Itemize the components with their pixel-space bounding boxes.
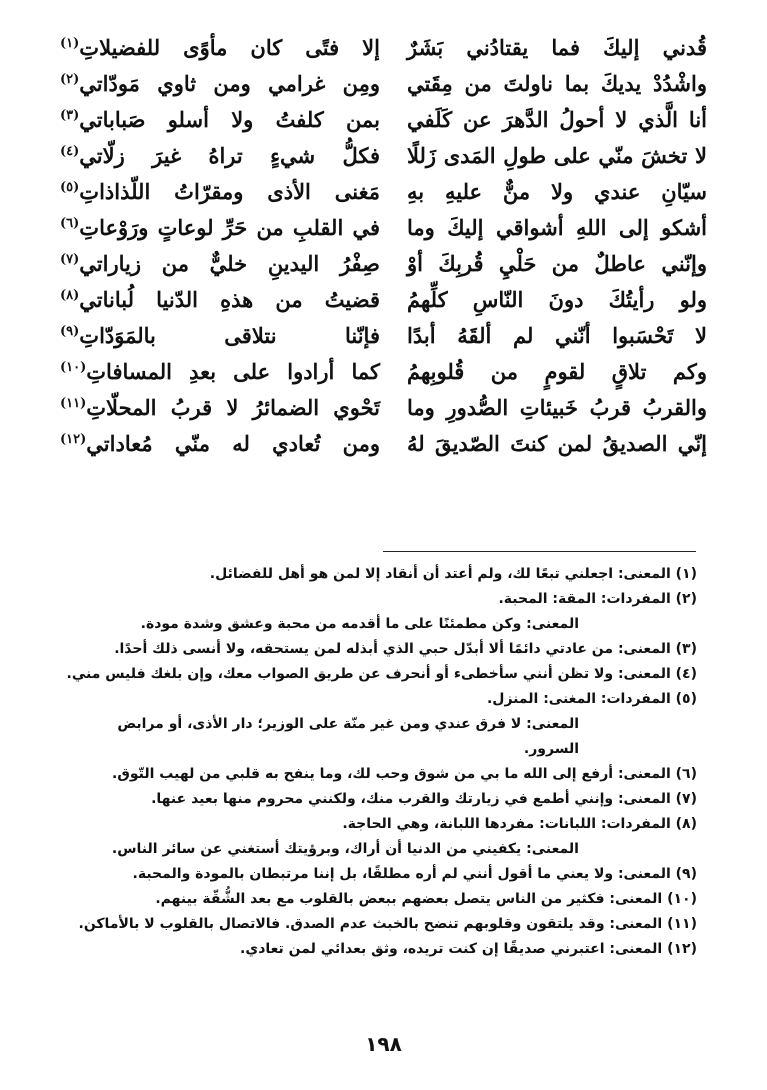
verse-line	[60, 102, 707, 138]
poem-block	[60, 30, 707, 462]
verse-second-hemistich	[60, 174, 380, 210]
hemistich-text: ومِن غرامي ومن ثاوي مَودّاتي	[79, 71, 380, 96]
verse-first-hemistich: والقربُ قربُ خَبيئاتِ الصُّدورِ وما	[407, 395, 707, 420]
verse-line	[60, 210, 707, 246]
verse-first-hemistich: لا تَحْسَبوا أنّني لم ألقَهُ أبدًا	[407, 323, 707, 348]
verse-line	[60, 282, 707, 318]
footnote-line: (٢) المفردات: المقة: المحبة.	[498, 591, 697, 607]
verse-first-hemistich: أشكو إلى اللهِ أشواقي إليكَ وما	[407, 215, 707, 240]
hemistich-text: بمن كلفتُ ولا أسلو صَباباتي	[79, 107, 380, 132]
verse-line	[60, 318, 707, 354]
footnote-marker: (٨)	[60, 288, 80, 303]
verse-first-hemistich: ولو رأيتُكَ دونَ النّاسِ كلِّهمُ	[407, 287, 707, 312]
footnote-line: (٤) المعنى: ولا تظن أنني سأخطىء أو أنحرف عن طريق الصواب معك، وإن بلغك فليس مني.	[66, 666, 697, 682]
hemistich-text: فإنّنا نتلاقى بالمَوَدّاتِ	[79, 323, 380, 348]
footnote-line: (٣) المعنى: من عادتي دائمًا ألا أبدّل حبي الذي أبذله لمن يستحقه، ولا أنسى ذلك أحدًا.	[114, 641, 697, 657]
verse-line	[60, 174, 707, 210]
footnote-marker: (٥)	[60, 180, 80, 195]
footnote-line: (٩) المعنى: ولا يعني ما أقول أنني لم أره مطلقًا، بل إننا مرتبطان بالمودة والمحبة.	[132, 866, 697, 882]
footnote-separator	[383, 551, 696, 552]
hemistich-text: إلا فتًى كان مأوًى للفضيلاتِ	[79, 35, 380, 60]
verse-second-hemistich	[60, 138, 380, 174]
footnote-marker: (٩)	[60, 324, 80, 339]
footnote-line: (١٢) المعنى: اعتبرني صديقًا إن كنت تريده، وثق بعدائي لمن تعادي.	[240, 941, 697, 957]
verse-second-hemistich	[60, 390, 380, 426]
hemistich-text: مَغنى الأذى ومقرّاتُ اللّذاذاتِ	[79, 179, 380, 204]
verse-first-hemistich: وإنّني عاطلٌ من حَلْيِ قُربِكَ أوْ	[407, 251, 707, 276]
page-number: ١٩٨	[365, 1032, 402, 1056]
footnote-marker: (٤)	[60, 144, 80, 159]
verse-second-hemistich	[60, 246, 380, 282]
verse-first-hemistich: إنّي الصديقُ لمن كنتَ الصّديقَ لهُ	[407, 431, 707, 456]
verse-second-hemistich	[60, 210, 380, 246]
verse-second-hemistich	[60, 426, 380, 462]
verse-first-hemistich: واشْدُدْ يديكَ بما ناولتَ من مِقَتي	[407, 71, 707, 96]
verse-line	[60, 30, 707, 66]
verse-second-hemistich	[60, 282, 380, 318]
verse-first-hemistich: سيّانِ عندي ولا منٌّ عليهِ بهِ	[407, 179, 707, 204]
hemistich-text: صِفْرُ اليدينِ خليٌّ من زياراتي	[79, 251, 380, 276]
hemistich-text: كما أرادوا على بعدِ المسافاتِ	[86, 359, 380, 384]
hemistich-text: ومن تُعادي له منّي مُعاداتي	[86, 431, 380, 456]
verse-second-hemistich	[60, 66, 380, 102]
verse-first-hemistich: لا تخشَ منّي على طولِ المَدى زَللًا	[407, 143, 707, 168]
footnote-marker: (٧)	[60, 252, 80, 267]
verse-second-hemistich	[60, 354, 380, 390]
hemistich-text: في القلبِ من حَرِّ لوعاتٍ ورَوْعاتِ	[79, 215, 380, 240]
hemistich-text: تَحْوي الضمائرُ لا قربُ المحلّاتِ	[86, 395, 380, 420]
footnote-line: (١١) المعنى: وقد يلتقون وقلوبهم تنضح بالخبث عدم الصدق. فالاتصال بالقلوب لا بالأماكن.	[78, 916, 697, 932]
verse-line	[60, 390, 707, 426]
footnote-marker: (١١)	[60, 396, 87, 411]
verse-second-hemistich	[60, 30, 380, 66]
footnote-line: المعنى: يكفيني من الدنيا أن أراك، وبرؤيتك أستغني عن سائر الناس.	[111, 841, 579, 857]
footnote-marker: (٦)	[60, 216, 80, 231]
verse-first-hemistich: أنا الَّذي لا أحولُ الدَّهرَ عن كَلَفي	[407, 107, 707, 132]
footnote-marker: (١٠)	[60, 360, 87, 375]
footnote-line: (١٠) المعنى: فكثير من الناس يتصل بعضهم ببعض بالقلوب مع بعد الشُّقّة بينهم.	[155, 891, 697, 907]
hemistich-text: قضيتُ من هذهِ الدّنيا لُباناتي	[79, 287, 380, 312]
footnote-line: (٨) المفردات: اللبانات: مفردها اللبانة، وهي الحاجة.	[342, 816, 697, 832]
hemistich-text: فكلُّ شيءٍ تراهُ غيرَ زلّاتي	[79, 143, 380, 168]
footnote-marker: (٣)	[60, 108, 80, 123]
verse-first-hemistich: وكم تلاقٍ لقومٍ من قُلوبِهمُ	[407, 359, 707, 384]
verse-line	[60, 246, 707, 282]
footnotes-block	[62, 562, 697, 962]
footnote-line: المعنى: وكن مطمئنًا على ما أقدمه من محبة وعشق وشدة مودة.	[140, 616, 579, 632]
verse-line	[60, 138, 707, 174]
verse-second-hemistich	[60, 318, 380, 354]
verse-first-hemistich: قُدني إليكَ فما يقتادُني بَشَرٌ	[407, 35, 707, 60]
verse-line	[60, 354, 707, 390]
verse-second-hemistich	[60, 102, 380, 138]
footnote-line: (١) المعنى: اجعلني تبعًا لك، ولم أعتد أن أنقاد إلا لمن هو أهل للفضائل.	[209, 566, 697, 582]
verse-line	[60, 66, 707, 102]
footnote-marker: (١)	[60, 36, 80, 51]
footnote-line: (٦) المعنى: أرفع إلى الله ما بي من شوق وحب لك، وما ينفح به قلبي من لهيب التّوق.	[112, 766, 697, 782]
footnote-line: (٥) المفردات: المغنى: المنزل.	[486, 691, 697, 707]
verse-line	[60, 426, 707, 462]
footnote-line: المعنى: لا فرق عندي ومن غير منّة على الوزير؛ دار الأذى، أو مرابض السرور.	[117, 716, 579, 757]
footnote-marker: (٢)	[60, 72, 80, 87]
footnote-marker: (١٢)	[60, 432, 87, 447]
footnote-line: (٧) المعنى: وإنني أطمع في زيارتك والقرب منك، ولكنني محروم منها بعيد عنها.	[151, 791, 697, 807]
